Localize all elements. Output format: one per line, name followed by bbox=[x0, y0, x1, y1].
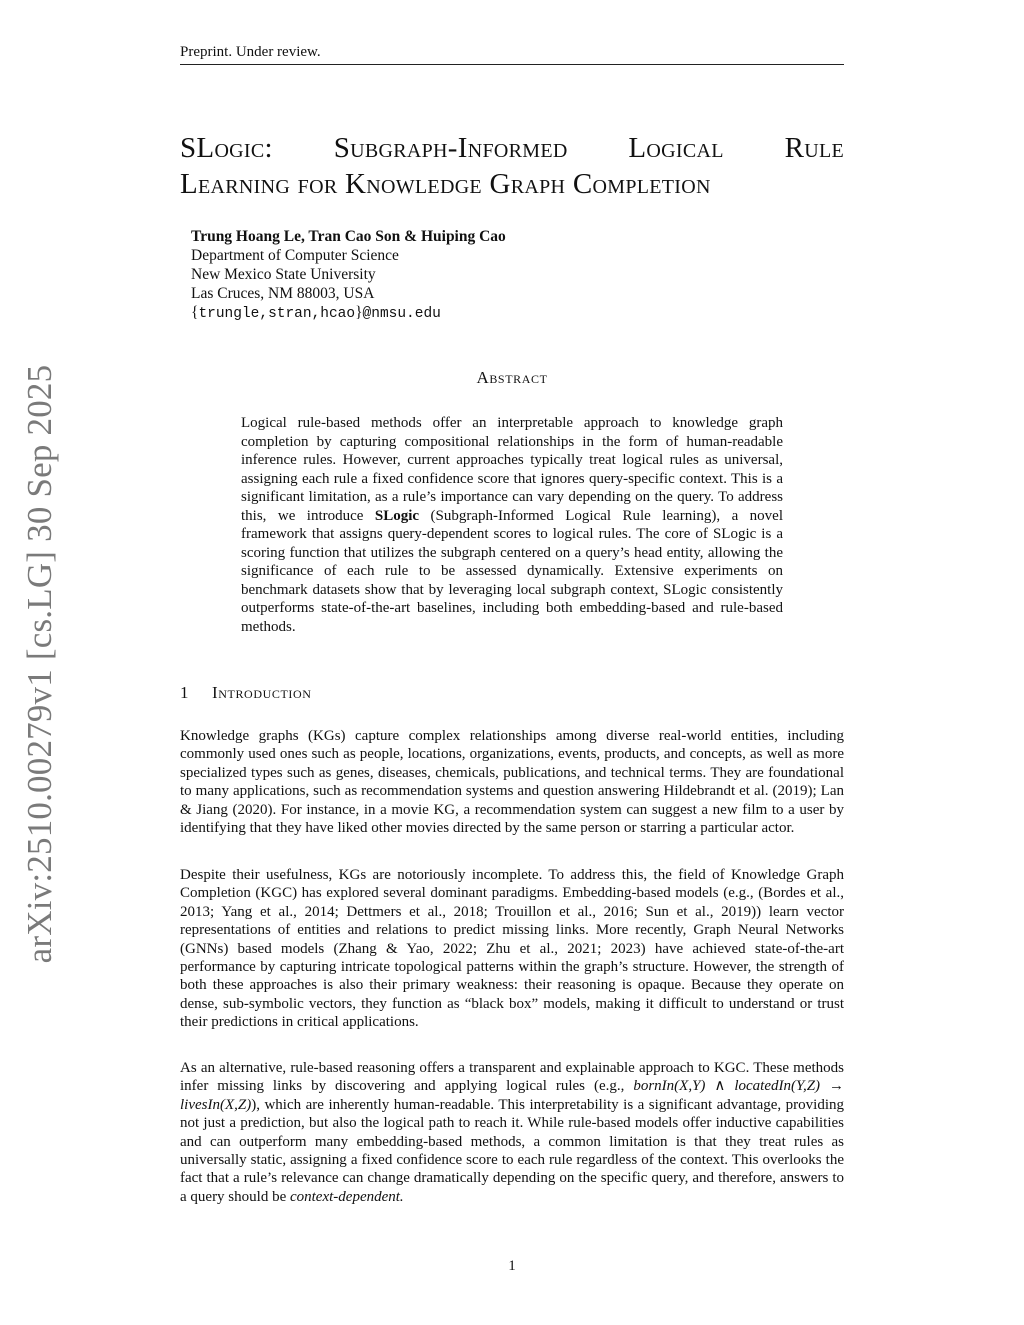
paragraph-text-a: As an alternative, rule-based reasoning offers a transparent and explainable approach to KGC. These methods infer missing links by discovering and applying logical rules (e.g., bbox=[180, 1060, 844, 1095]
arxiv-stamp bbox=[15, 364, 65, 964]
rule-formula: bornIn(X,Y) ∧ locatedIn(Y,Z) → livesIn(X,Z) bbox=[180, 1078, 844, 1113]
section-heading bbox=[180, 683, 312, 703]
title-word: Rule bbox=[784, 132, 844, 164]
author-email bbox=[191, 303, 506, 324]
author-address: Las Cruces, NM 88003, USA bbox=[191, 285, 375, 302]
section-number: 1 bbox=[180, 683, 189, 702]
author-names: Trung Hoang Le, Tran Cao Son & Huiping Cao bbox=[191, 228, 506, 245]
author-university: New Mexico State University bbox=[191, 266, 376, 283]
title-line-1 bbox=[180, 130, 844, 166]
running-header: Preprint. Under review. bbox=[180, 44, 321, 60]
abstract-text-continued: (Subgraph-Informed Logical Rule learning), a novel framework that assigns query-dependent scores to logical rules. The core of SLogic is a scoring function that utilizes the subgraph centered on a query’s head entity, allowing the significance of each rule to be assessed dynamically. Extensive experiments on benchmark datasets show that by leveraging local subgraph context, SLogic consistently outperforms state-of-the-art baselines, including both embedding-based and rule-based methods. bbox=[241, 507, 783, 636]
title-word: Logical bbox=[628, 132, 724, 164]
arxiv-stamp-text: arXiv:2510.00279v1 [cs.LG] 30 Sep 2025 bbox=[20, 364, 59, 964]
abstract-method-name: SLogic bbox=[374, 507, 420, 524]
header-divider bbox=[180, 64, 844, 65]
email-brace-close: } bbox=[355, 304, 363, 321]
intro-paragraph-3 bbox=[180, 1059, 844, 1206]
paragraph-text bbox=[180, 1059, 844, 1206]
title-line-2: Learning for Knowledge Graph Completion bbox=[180, 168, 711, 200]
abstract-body bbox=[241, 414, 783, 637]
title-word: SLogic: bbox=[180, 132, 273, 164]
section-title: Introduction bbox=[212, 683, 312, 702]
intro-paragraph-1 bbox=[180, 727, 844, 837]
email-users: trungle,stran,hcao bbox=[198, 306, 356, 322]
page-number: 1 bbox=[508, 1258, 516, 1274]
paper-title bbox=[180, 130, 844, 202]
email-domain: @nmsu.edu bbox=[362, 306, 441, 322]
abstract-heading: Abstract bbox=[476, 368, 548, 387]
title-word: Subgraph-Informed bbox=[333, 132, 568, 164]
paragraph-text: Despite their usefulness, KGs are notoriously incomplete. To address this, the field of Knowledge Graph Completion (KGC) has explored several dominant paradigms. Embedding-based models (e.g., (Bordes et al., 2013; Yang et al., 2014; Dettmers et al., 2018; Trouillon et al., 2016; Sun et al., 2019)) learn vector representations of entities and relations to predict missing links. More recently, Graph Neural Networks (GNNs) based models (Zhang & Yao, 2022; Zhu et al., 2021; 2023) have achieved state-of-the-art performance by capturing intricate topological patterns within the graph’s structure. However, the strength of both these approaches is also their primary weakness: their reasoning is opaque. Because they operate on dense, sub-symbolic vectors, they function as “black box” models, making it difficult to understand or trust their predictions in critical applications. bbox=[180, 867, 844, 1031]
emphasis-text: context-dependent. bbox=[289, 1188, 404, 1205]
paragraph-text: Knowledge graphs (KGs) capture complex relationships among diverse real-world entities, including commonly used ones such as people, locations, organizations, events, products, and concepts, as well as more specialized types such as genes, diseases, chemicals, publications, and technical terms. They are foundational to many applications, such as recommendation systems and question answering Hildebrandt et al. (2019); Lan & Jiang (2020). For instance, in a movie KG, a recommendation system can suggest a new film to a user by identifying that they have liked other movies directed by the same person or starring a particular actor. bbox=[180, 728, 844, 837]
author-block bbox=[191, 227, 506, 324]
email-brace-open: { bbox=[191, 304, 199, 321]
abstract-text: Logical rule-based methods offer an interpretable approach to knowledge graph completion by capturing compositional relationships in the form of human-readable inference rules. However, current approaches typically treat logical rules as universal, assigning each rule a fixed confidence score that ignores query-specific context. This is a significant limitation, as a rule’s importance can vary depending on the query. To address this, we introduce bbox=[241, 415, 783, 524]
author-department: Department of Computer Science bbox=[191, 247, 399, 264]
paragraph-text-b: ), which are inherently human-readable. This interpretability is a significant advantage, providing not just a prediction, but also the logical path to reach it. While rule-based models offer inductive capabilities and can outperform many embedding-based methods, a common limitation is that they treat rules as universally static, assigning a fixed confidence score to each rule regardless of the context. This overlooks the fact that a rule’s relevance can change dramatically depending on the specific query, and therefore, answers to a query should be bbox=[180, 1096, 844, 1205]
intro-paragraph-2 bbox=[180, 866, 844, 1032]
